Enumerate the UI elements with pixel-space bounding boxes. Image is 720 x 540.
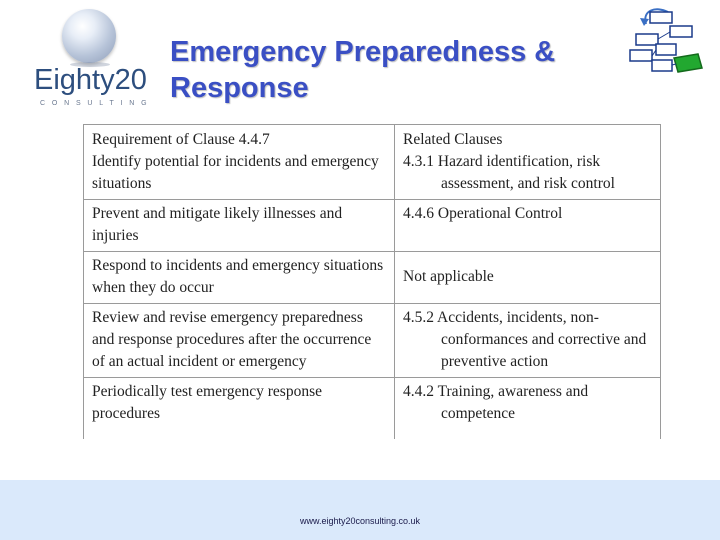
footer-url[interactable]: www.eighty20consulting.co.uk — [299, 516, 421, 526]
related-cell — [395, 378, 661, 440]
company-logo — [30, 6, 154, 107]
table-row — [84, 151, 661, 200]
requirement-cell: Review and revise emergency preparedness and response procedures after the occurrence of an actual incident or emergency — [84, 304, 395, 378]
requirement-cell: Prevent and mitigate likely illnesses and injuries — [84, 200, 395, 252]
logo-sphere-icon — [62, 9, 116, 63]
logo-subtitle: CONSULTING — [40, 100, 154, 107]
related-clause-text: 4.5.2 Accidents, incidents, non-conformances and corrective and preventive action — [403, 309, 647, 370]
requirement-cell: Identify potential for incidents and emergency situations — [84, 151, 395, 200]
process-flow-icon — [622, 4, 710, 84]
related-cell — [395, 304, 661, 378]
related-cell — [395, 252, 661, 304]
header-related-clauses: Related Clauses — [395, 125, 661, 152]
related-clause-text: 4.3.1 Hazard identification, risk assessment, and risk control — [403, 153, 615, 192]
related-cell — [395, 200, 661, 252]
slide-title: Emergency Preparedness & Response — [170, 36, 556, 104]
logo-name: Eighty20 — [34, 64, 147, 96]
table-row — [84, 200, 661, 252]
header-requirement: Requirement of Clause 4.4.7 — [84, 125, 395, 152]
table-header-row — [84, 125, 661, 152]
table-row — [84, 378, 661, 440]
footer-bar — [0, 480, 720, 540]
related-clause-text: 4.4.6 Operational Control — [403, 205, 563, 222]
related-cell — [395, 151, 661, 200]
related-clause-text: Not applicable — [403, 268, 494, 285]
related-clause-text: 4.4.2 Training, awareness and competence — [403, 383, 589, 422]
requirement-cell: Periodically test emergency response procedures — [84, 378, 395, 440]
table-row — [84, 304, 661, 378]
requirement-cell: Respond to incidents and emergency situations when they do occur — [84, 252, 395, 304]
table-row — [84, 252, 661, 304]
requirements-table — [83, 124, 661, 439]
